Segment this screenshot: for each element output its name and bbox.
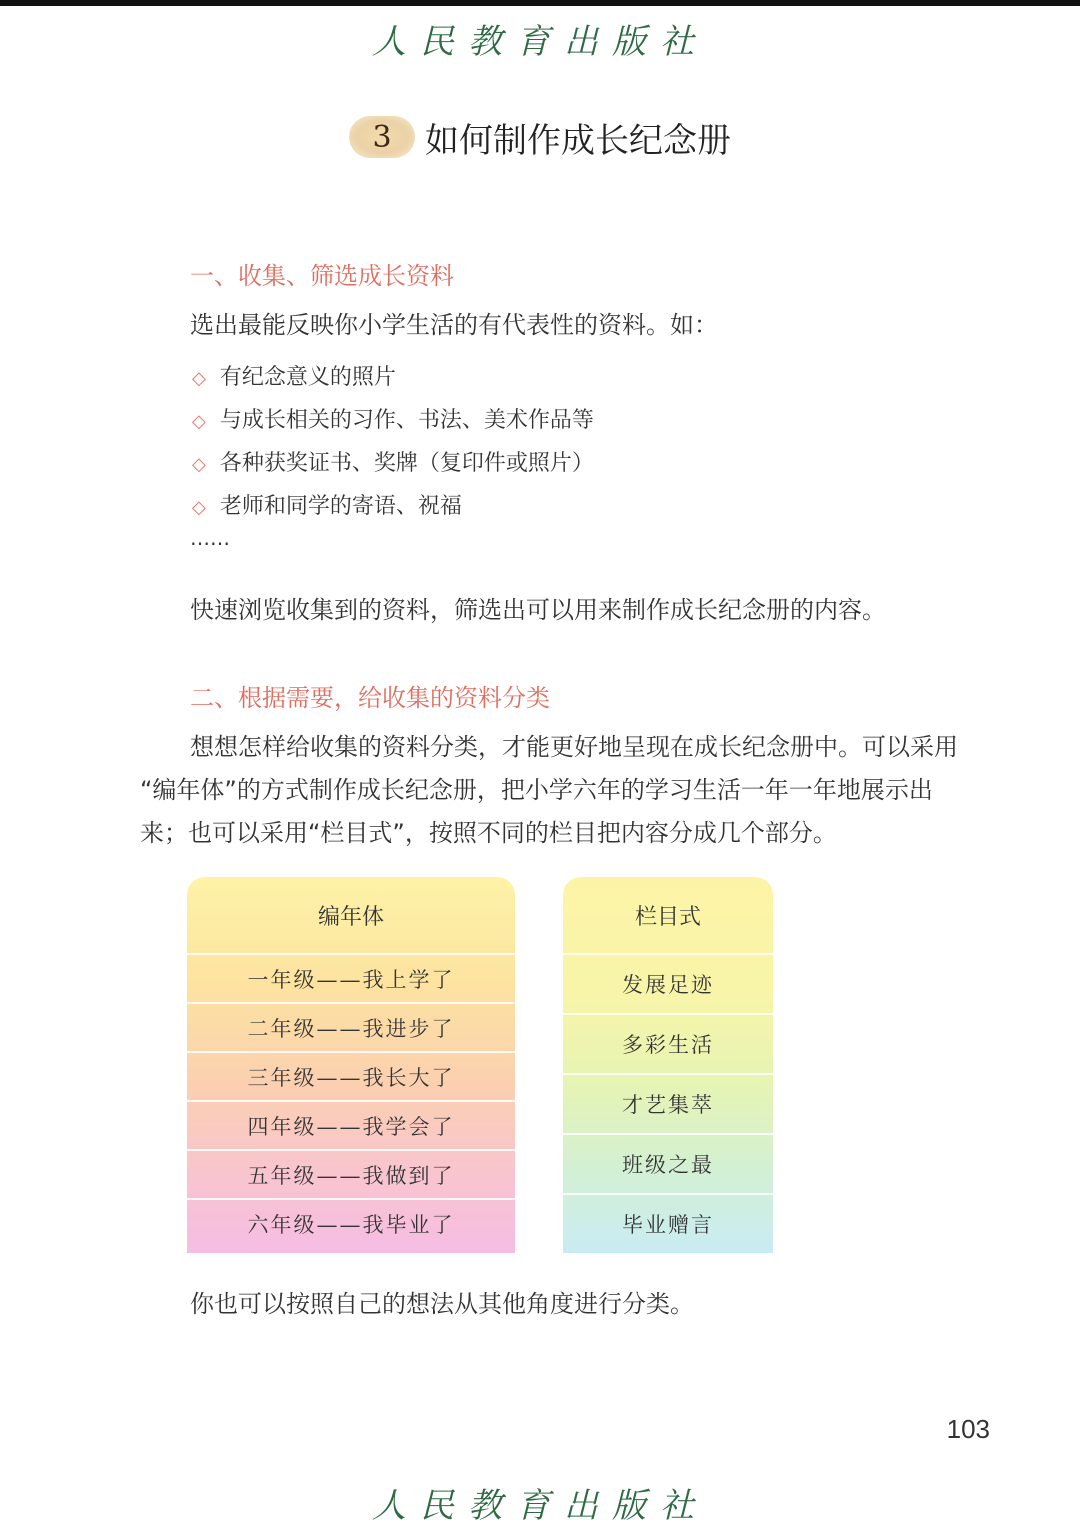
publisher-logo-top: 人民教育出版社 bbox=[372, 22, 708, 62]
column-table bbox=[563, 877, 773, 1253]
table-row: 二年级——我进步了 bbox=[187, 1004, 515, 1053]
section2-closing: 你也可以按照自己的想法从其他角度进行分类。 bbox=[190, 1290, 694, 1318]
table-row: 班级之最 bbox=[563, 1135, 773, 1195]
table-row: 毕业赠言 bbox=[622, 1213, 714, 1237]
bullet-item: ◇ 与成长相关的习作、书法、美术作品等 bbox=[192, 408, 594, 433]
table-row: 多彩生活 bbox=[563, 1015, 773, 1075]
chronological-table-header: 编年体 bbox=[187, 877, 515, 955]
section2-paragraph-line1: 想想怎样给收集的资料分类，才能更好地呈现在成长纪念册中。可以采用 bbox=[190, 733, 958, 761]
lesson-number: 3 bbox=[372, 119, 392, 155]
lesson-title-text: 如何制作成长纪念册 bbox=[425, 120, 731, 161]
section2-heading: 二、根据需要，给收集的资料分类 bbox=[190, 684, 550, 712]
section1-heading: 一、收集、筛选成长资料 bbox=[190, 262, 454, 290]
ellipsis: …… bbox=[190, 526, 230, 550]
section1-summary: 快速浏览收集到的资料，筛选出可以用来制作成长纪念册的内容。 bbox=[190, 596, 886, 624]
lesson-title bbox=[0, 112, 1080, 162]
publisher-logo-bottom: 人民教育出版社 bbox=[372, 1486, 708, 1526]
diamond-icon: ◇ bbox=[192, 411, 206, 432]
column-table-header: 栏目式 bbox=[563, 877, 773, 955]
table-row: 发展足迹 bbox=[563, 955, 773, 1015]
section2-paragraph-line2: “编年体”的方式制作成长纪念册，把小学六年的学习生活一年一年地展示出 bbox=[140, 776, 933, 804]
diamond-icon: ◇ bbox=[192, 497, 206, 518]
bullet-item: ◇ 有纪念意义的照片 bbox=[192, 365, 396, 390]
top-border bbox=[0, 0, 1080, 6]
lesson-number-badge bbox=[349, 112, 415, 162]
bullet-item: ◇ 老师和同学的寄语、祝福 bbox=[192, 494, 462, 519]
diamond-icon: ◇ bbox=[192, 454, 206, 475]
page-number: 103 bbox=[946, 1414, 990, 1444]
bullet-item: ◇ 各种获奖证书、奖牌（复印件或照片） bbox=[192, 451, 594, 476]
section1-intro: 选出最能反映你小学生活的有代表性的资料。如： bbox=[190, 311, 718, 339]
table-row: 一年级——我上学了 bbox=[187, 955, 515, 1004]
table-row: 才艺集萃 bbox=[563, 1075, 773, 1135]
section2-paragraph-line3: 来；也可以采用“栏目式”，按照不同的栏目把内容分成几个部分。 bbox=[140, 819, 837, 847]
table-row: 三年级——我长大了 bbox=[187, 1053, 515, 1102]
table-row: 六年级——我毕业了 bbox=[247, 1212, 455, 1237]
table-row: 四年级——我学会了 bbox=[187, 1102, 515, 1151]
table-row: 五年级——我做到了 bbox=[187, 1151, 515, 1200]
diamond-icon: ◇ bbox=[192, 368, 206, 389]
chronological-table bbox=[187, 877, 515, 1253]
